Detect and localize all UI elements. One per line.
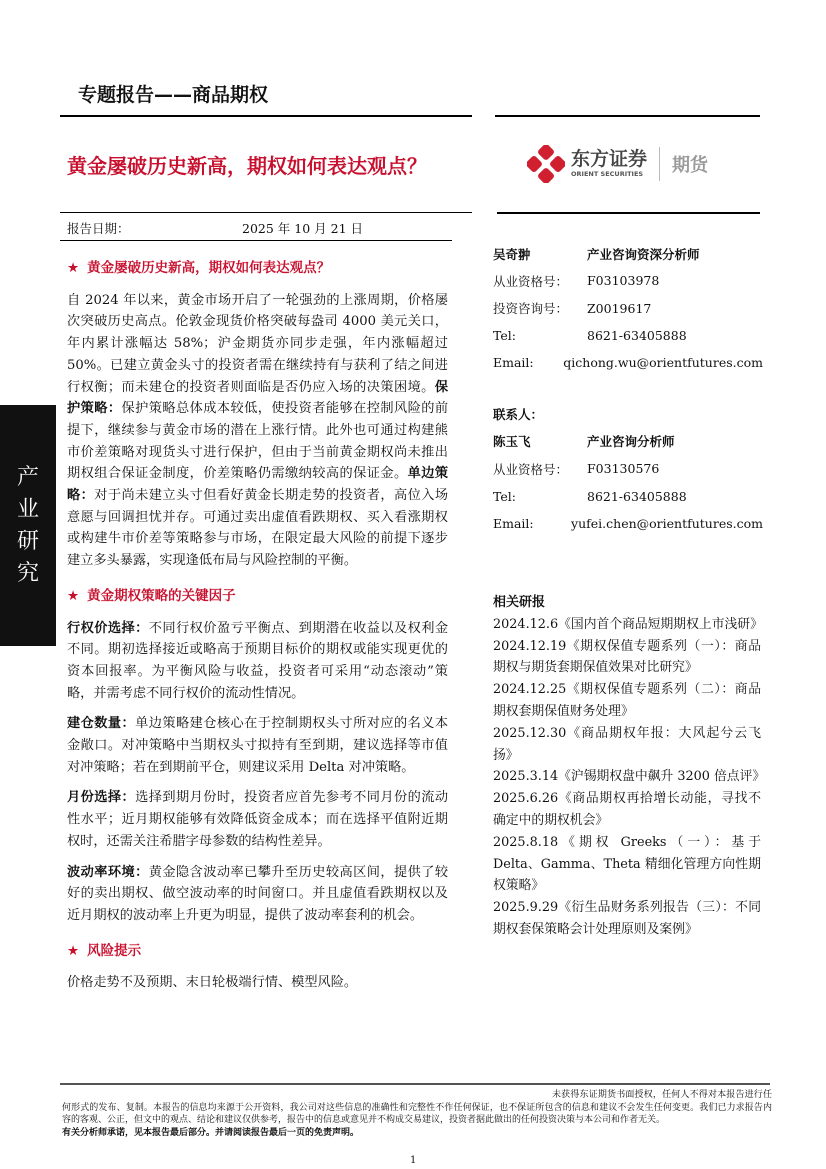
paragraph-lead: 单边策略： bbox=[67, 466, 449, 504]
report-date bbox=[67, 219, 467, 237]
analyst-title: 产业咨询资深分析师 bbox=[587, 246, 700, 262]
section-heading bbox=[67, 941, 448, 963]
related-report-link[interactable]: 2025.9.29《衍生品财务系列报告（三）：不同期权套保策略会计处理原则及案例》 bbox=[493, 900, 761, 937]
info-key: Email: bbox=[493, 355, 534, 371]
report-title: 黄金屡破历史新高，期权如何表达观点？ bbox=[67, 154, 427, 178]
related-reports bbox=[493, 592, 766, 941]
divider bbox=[495, 115, 760, 117]
star-icon: ★ bbox=[67, 260, 80, 276]
logo-suffix: 期货 bbox=[672, 155, 709, 176]
analyst-notice: 有关分析师承诺，见本报告最后部分。并请阅读报告最后一页的免责声明。 bbox=[62, 1127, 360, 1138]
related-report-link[interactable]: 2025.3.14《沪锡期权盘中飙升 3200 倍点评》 bbox=[493, 769, 766, 785]
info-value: F03130576 bbox=[587, 461, 660, 477]
info-value: 8621-63405888 bbox=[587, 488, 687, 504]
analyst-info bbox=[493, 240, 763, 537]
paragraph-lead: 月份选择： bbox=[67, 790, 136, 806]
paragraph-lead: 建仓数量： bbox=[67, 716, 136, 732]
paragraph bbox=[67, 713, 448, 778]
company-logo bbox=[527, 145, 708, 183]
info-key: 投资咨询号： bbox=[493, 301, 569, 317]
report-date-label: 报告日期： bbox=[67, 221, 130, 236]
info-row bbox=[493, 482, 763, 509]
paragraph-text: 黄金隐含波动率已攀升至历史较高区间，提供了较好的卖出期权、做空波动率的时间窗口。并且虚值看跌期权以及近月期权的波动率上升更为明显，提供了波动率套利的机会。 bbox=[67, 864, 449, 923]
info-value: 8621-63405888 bbox=[587, 328, 687, 344]
side-tab-char: 业 bbox=[16, 496, 39, 522]
contact-name: 陈玉飞 bbox=[493, 434, 531, 450]
divider bbox=[60, 240, 452, 241]
paragraph-lead: 保护策略： bbox=[67, 379, 448, 417]
related-report-link[interactable]: 2024.12.19《期权保值专题系列（一）：商品期权与期货套期保值效果对比研究》 bbox=[493, 638, 761, 676]
paragraph-text: 不同行权价盈亏平衡点、到期潜在收益以及权利金不同。期初选择接近或略高于预期目标价的期权或能实现更优的资本回报率。为平衡风险与收益，投资者可采用“动态滚动”策略，并需考虑不同行权价的流动性情况。 bbox=[67, 620, 449, 701]
side-tab-char: 研 bbox=[16, 528, 39, 554]
side-tab-char: 究 bbox=[16, 560, 39, 586]
section-heading bbox=[67, 586, 448, 608]
star-icon: ★ bbox=[67, 587, 80, 604]
paragraph-text: 保护策略总体成本较低，使投资者能够在控制风险的前提下，继续参与黄金市场的潜在上涨行情。此外也可通过构建熊市价差策略对现货头寸进行保护，但由于当前黄金期权尚未推出期权组合保证金制度，价差策略仍需缴纳较高的保证金。 bbox=[67, 401, 449, 482]
paragraph-lead: 波动率环境： bbox=[67, 864, 149, 880]
related-report-link[interactable]: 2025.12.30《商品期权年报：大风起兮云飞扬》 bbox=[493, 725, 761, 763]
info-key: Tel: bbox=[493, 328, 516, 344]
info-value: yufei.chen@orientfutures.com bbox=[571, 515, 763, 531]
page-number: 1 bbox=[410, 1155, 417, 1166]
divider bbox=[60, 115, 472, 117]
section-heading-text: 黄金屡破历史新高，期权如何表达观点？ bbox=[87, 260, 331, 276]
paragraph bbox=[67, 862, 448, 927]
related-report-link[interactable]: 2025.8.18《期权 Greeks（一）：基于 Delta、Gamma、Theta 精细化管理方向性期权策略》 bbox=[493, 834, 761, 894]
info-key: 从业资格号： bbox=[493, 273, 569, 289]
info-value: F03103978 bbox=[587, 273, 660, 289]
contact-label: 联系人： bbox=[493, 407, 544, 423]
logo-mark-icon bbox=[527, 145, 565, 183]
analyst-name: 吴奇翀 bbox=[493, 246, 531, 262]
divider bbox=[497, 212, 760, 214]
info-key: Tel: bbox=[493, 488, 516, 504]
related-report-link[interactable]: 2024.12.25《期权保值专题系列（二）：商品期权套期保值财务处理》 bbox=[493, 682, 761, 719]
related-report-link[interactable]: 2024.12.6《国内首个商品短期期权上市浅研》 bbox=[493, 616, 763, 632]
section-heading bbox=[67, 258, 448, 280]
info-row bbox=[493, 510, 763, 537]
side-tab-char: 产 bbox=[16, 464, 39, 490]
paragraph-lead: 行权价选择： bbox=[67, 620, 149, 636]
contact-title: 产业咨询分析师 bbox=[587, 434, 675, 450]
related-report-link[interactable]: 2025.6.26《商品期权再拾增长动能，寻找不确定中的期权机会》 bbox=[493, 791, 761, 828]
section-heading-text: 黄金期权策略的关键因子 bbox=[87, 587, 236, 604]
side-tab-industry-research bbox=[0, 405, 56, 646]
main-content bbox=[67, 258, 448, 1003]
info-value: Z0019617 bbox=[587, 300, 652, 316]
info-value: qichong.wu@orientfutures.com bbox=[563, 355, 763, 371]
paragraph-text: 价格走势不及预期、末日轮极端行情、模型风险。 bbox=[67, 975, 358, 991]
paragraph bbox=[67, 787, 448, 852]
report-date-value: 2025 年 10 月 21 日 bbox=[242, 221, 363, 236]
logo-en: ORIENT SECURITIES bbox=[571, 170, 644, 179]
paragraph-text: 对于尚未建立头寸但看好黄金长期走势的投资者，高位入场意愿与回调担忧并存。可通过卖出虚值看跌期权、买入看涨期权或构建牛市价差等策略参与市场，在限定最大风险的前提下逐步建立多头暴露，实现逢低布局与风险控制的平衡。 bbox=[67, 488, 449, 569]
info-row bbox=[493, 455, 763, 482]
info-key: 从业资格号： bbox=[493, 461, 569, 477]
disclaimer: 未获得东证期货书面授权，任何人不得对本报告进行任何形式的发布、复制。本报告的信息均来源于公开资料，我公司对这些信息的准确性和完整性不作任何保证，也不保证所包含的信息和建议不会发生任何变更。我们已力求报告内容的客观、公正，但文中的观点、结论和建议仅供参考，报告中的信息或意见并不构成交易建议，投资者据此做出的任何投资决策与本公司和作者无关。 bbox=[62, 1090, 772, 1125]
footer-divider bbox=[60, 1083, 770, 1085]
info-row bbox=[493, 295, 763, 322]
logo-cn: 东方证券 bbox=[571, 148, 648, 171]
paragraph-text: 单边策略建仓核心在于控制期权头寸所对应的名义本金敞口。对冲策略中当期权头寸拟持有至到期，建议选择等市值对冲策略；若在到期前平仓，则建议采用 Delta 对冲策略。 bbox=[67, 716, 449, 775]
paragraph-text: 自 2024 年以来，黄金市场开启了一轮强劲的上涨周期，价格屡次突破历史高点。伦敦金现货价格突破每盎司 4000 美元关口，年内累计涨幅达 58%；沪金期货亦同步走强，年内涨幅超过 50%。已建立黄金头寸的投资者需在继续持有与获利了结之间进行权衡；而未建仓的投资者则面临是否仍应入场的决策困境。 bbox=[67, 292, 448, 395]
info-row bbox=[493, 349, 763, 376]
report-category: 专题报告——商品期权 bbox=[78, 84, 269, 106]
info-row bbox=[493, 267, 763, 294]
related-heading: 相关研报 bbox=[493, 595, 546, 610]
paragraph bbox=[67, 290, 448, 572]
footer bbox=[62, 1089, 772, 1139]
info-key: Email: bbox=[493, 515, 534, 531]
paragraph-text: 选择到期月份时，投资者应首先参考不同月份的流动性水平；近月期权能够有效降低资金成本；而在选择平值附近期权时，还需关注希腊字母参数的结构性差异。 bbox=[67, 790, 449, 849]
divider bbox=[60, 212, 472, 213]
paragraph bbox=[67, 618, 448, 705]
paragraph bbox=[67, 972, 448, 994]
info-row bbox=[493, 322, 763, 349]
section-heading-text: 风险提示 bbox=[87, 942, 142, 959]
star-icon: ★ bbox=[67, 942, 80, 959]
